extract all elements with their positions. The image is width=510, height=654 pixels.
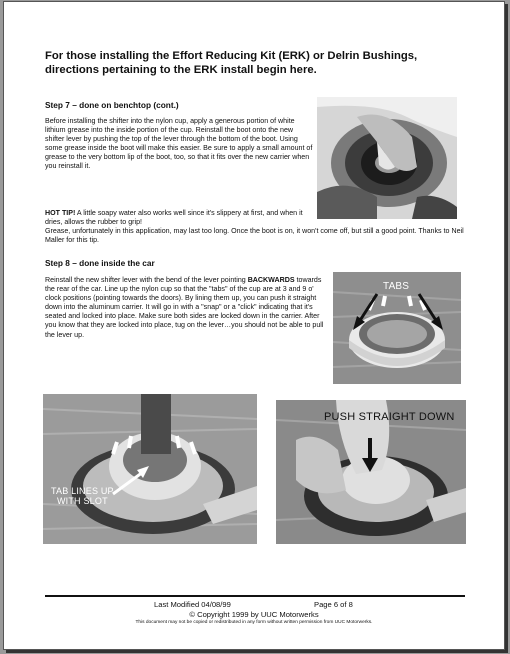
- photo-boot-greasing: [317, 97, 457, 219]
- tabs-label: TABS: [383, 281, 410, 292]
- copy-notice: This document may not be copied or redistributed in any form without written permission from UUC Motorwerks.: [135, 620, 373, 625]
- last-modified: Last Modified 04/08/99: [154, 600, 231, 609]
- tab-lines-label-line-1: TAB LINES UP: [51, 486, 114, 496]
- footer-modified-row: [154, 600, 353, 609]
- hot-tip-body: A little soapy water also works well since it's slippery at first, and when it dries, allows the rubber to grip!: [45, 209, 303, 227]
- tab-lines-label: [51, 486, 114, 506]
- hot-tip-continued: Grease, unfortunately in this application, may last too long. Once the boot is on, it won't come off, but still a good point. Thanks to Neil Maller for this tip.: [45, 227, 464, 245]
- step7-title: Step 7 – done on benchtop (cont.): [45, 100, 179, 110]
- copyright: © Copyright 1999 by UUC Motorwerks: [189, 610, 319, 619]
- heading-line-1: For those installing the Effort Reducing Kit (ERK) or Delrin Bushings,: [45, 50, 418, 62]
- page-number: Page 6 of 8: [314, 600, 353, 609]
- hot-tip-label: HOT TIP!: [45, 209, 76, 217]
- heading-line-2: directions pertaining to the ERK install begin here.: [45, 64, 317, 76]
- step8-body: [45, 276, 327, 340]
- step8-body-a: Reinstall the new shifter lever with the bend of the lever pointing: [45, 276, 248, 284]
- footer-divider: [45, 595, 465, 597]
- step8-backwards: BACKWARDS: [247, 276, 295, 284]
- photo-nylon-cup-tabs: [333, 272, 461, 384]
- document-page: [3, 1, 505, 650]
- tab-lines-label-line-2: WITH SLOT: [56, 496, 108, 506]
- page-heading: [45, 49, 465, 77]
- hot-tip-paragraph: [45, 209, 313, 227]
- photo-push-straight-down: [276, 400, 466, 544]
- step7-body: Before installing the shifter into the nylon cup, apply a generous portion of white lithium grease into the inside portion of the cup. Reinstall the boot onto the new shifter lever by pushing the top of the lever through the bottom of the boot. Using some grease inside the boot will make this easier. Be sure to apply a small amount of grease to the very bottom lip of the boot, too, so that it fits over the new carrier when you reinstall it.: [45, 117, 313, 171]
- photo-tab-lines-up: [43, 394, 257, 544]
- step8-body-b: towards the rear of the car. Line up the nylon cup so that the "tabs" of the cup are at 3 and 9 o' clock positions (pointing towards the doors). By lining them up, you can push it straight down into the aluminum carrier. It will go in with a "snap" or a "click" indicating that it's seated and locked into place. Make sure both sides are locked down in the carrier. After you know that they are locked into place, tug on the lever…you should not be able to pull the lever up.: [45, 276, 324, 339]
- push-straight-down-label: PUSH STRAIGHT DOWN: [324, 411, 455, 423]
- step8-title: Step 8 – done inside the car: [45, 258, 155, 268]
